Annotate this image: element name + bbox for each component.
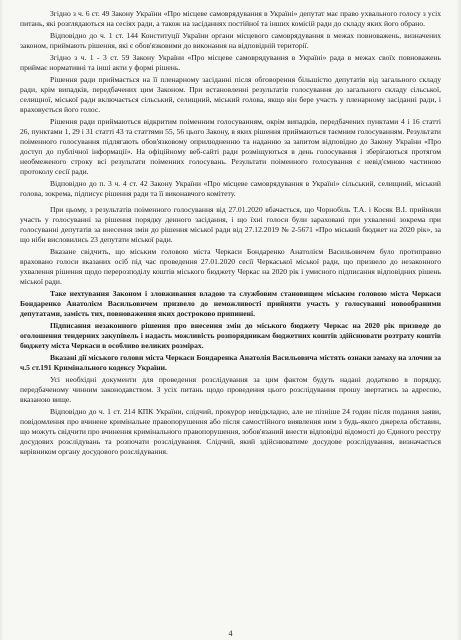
paragraph-1: Згідно з ч. 6 ст. 49 Закону України «Про місцеве самоврядування в Україні» депутат має право ухвального голосу з усіх питань, які розглядаються на сесіях ради, а також на засіданнях постійної та інших комісій ради до складу яких його обрано. xyxy=(20,9,441,28)
paragraph-13: Відповідно до ч. 1 ст. 214 КПК України, слідчий, прокурор невідкладно, але не пізніше 24 годин після подання заяви, повідомлення про вчинене кримінальне правопорушення або після самостійного виявлення ним з будь-якого джерела обставин, що можуть свідчити про вчинення кримінального правопорушення, зобов'язаний внести відповідні відомості до Єдиного реєстру досудових розслідувань та розпочати розслідування. Слідчий, який здійснюватиме досудове розслідування, визначається керівником органу досудового розслідування. xyxy=(20,407,441,456)
paragraph-4: Рішення ради приймається на її пленарному засіданні після обговорення більшістю депутатів від загального складу ради, крім випадків, передбачених цим Законом. При встановленні результатів голосування до загального складу сільської, селищної, міської ради включається сільський, селищний, міський голова, якщо він бере участь у пленарному засіданні ради, і враховується його голос. xyxy=(20,75,441,114)
paragraph-5: Рішення ради приймаються відкритим поіменним голосуванням, окрім випадків, передбачених пунктами 4 і 16 статті 26, пунктами 1, 29 і 31 статті 43 та статтями 55, 56 цього Закону, в яких рішення приймаються таємним голосуванням. Результати поіменного голосування підлягають обов'язковому оприлюдненню та наданню за запитом відповідно до Закону України «Про доступ до публічної інформації». На офіційному веб-сайті ради розміщуються в день голосування і зберігаються протягом необмеженого строку всі результати поіменних голосувань. Результати поіменного голосування є невід'ємною частиною протоколу сесії ради. xyxy=(20,117,441,176)
paragraph-11-bold: Вказані дії міського голови міста Черкаси Бондаренка Анатолія Васильовича містять ознаки замаху на злочин за ч.5 ст.191 Кримінального кодексу України. xyxy=(20,353,441,372)
paragraph-9-bold: Таке нехтування Законом і зловживання владою та службовим становищем міським головою міста Черкаси Бондаренко Анатолієм Васильовичем призвело до неможливості прийняти участь у голосуванні новообраними депутатами, замість тих, повноваження яких достроково припинені. xyxy=(20,289,441,318)
paragraph-6: Відповідно до п. 3 ч. 4 ст. 42 Закону України «Про місцеве самоврядування в Україні» сільський, селищний, міський голова, зокрема, підписує рішення ради та її виконавчого комітету. xyxy=(20,179,441,198)
paragraph-2: Відповідно до ч. 1 ст. 144 Конституції України органи місцевого самоврядування в межах повноважень, визначених законом, приймають рішення, які є обов'язковими до виконання на відповідній території. xyxy=(20,31,441,50)
paragraph-7: При цьому, з результатів поіменного голосування від 27.01.2020 вбачається, що Чорнобіль Т.А. і Косяк В.І. прийняли участь у голосуванні за рішення порядку денного засідання, і що їхні голоси були зараховані при ухваленні зокрема при голосуванні депутатів за внесення змін до рішення міської ради від 27.12.2019 № 2-5671 «Про міський бюджет на 2020 рік», за що ніби висловились 23 депутати міської ради. xyxy=(20,205,441,244)
paragraph-8: Вказане свідчить, що міським головою міста Черкаси Бондаренко Анатолієм Васильовичем було протиправно враховано голоси вказаних осіб під час проведення 27.01.2020 сесії Черкаської міської ради, що призвело до незаконного ухвалення рішення щодо перерозподілу коштів міського бюджету Черкас на 2020 рік і умисного підписання відповідних рішень міської ради. xyxy=(20,247,441,286)
paragraph-3: Згідно з ч. 1 - 3 ст. 59 Закону України «Про місцеве самоврядування в Україні» рада в межах своїх повноважень приймає нормативні та інші акти у формі рішень. xyxy=(20,53,441,72)
page-number: 4 xyxy=(228,629,233,638)
paragraph-10-bold: Підписання незаконного рішення про внесення змін до міського бюджету Черкас на 2020 рік призведе до оголошення тендерних закупівель і надасть можливість розпорядникам бюджетних коштів здійснювати розтрату коштів бюджету міста Черкаси в особливо великих розмірах. xyxy=(20,321,441,350)
paragraph-12: Усі необхідні документи для проведення розслідування за цим фактом будуть надані додатково в порядку, передбаченому чинним законодавством. З усіх питань щодо проведення цього розслідування прошу звертатись за адресою, вказаною вище. xyxy=(20,375,441,404)
